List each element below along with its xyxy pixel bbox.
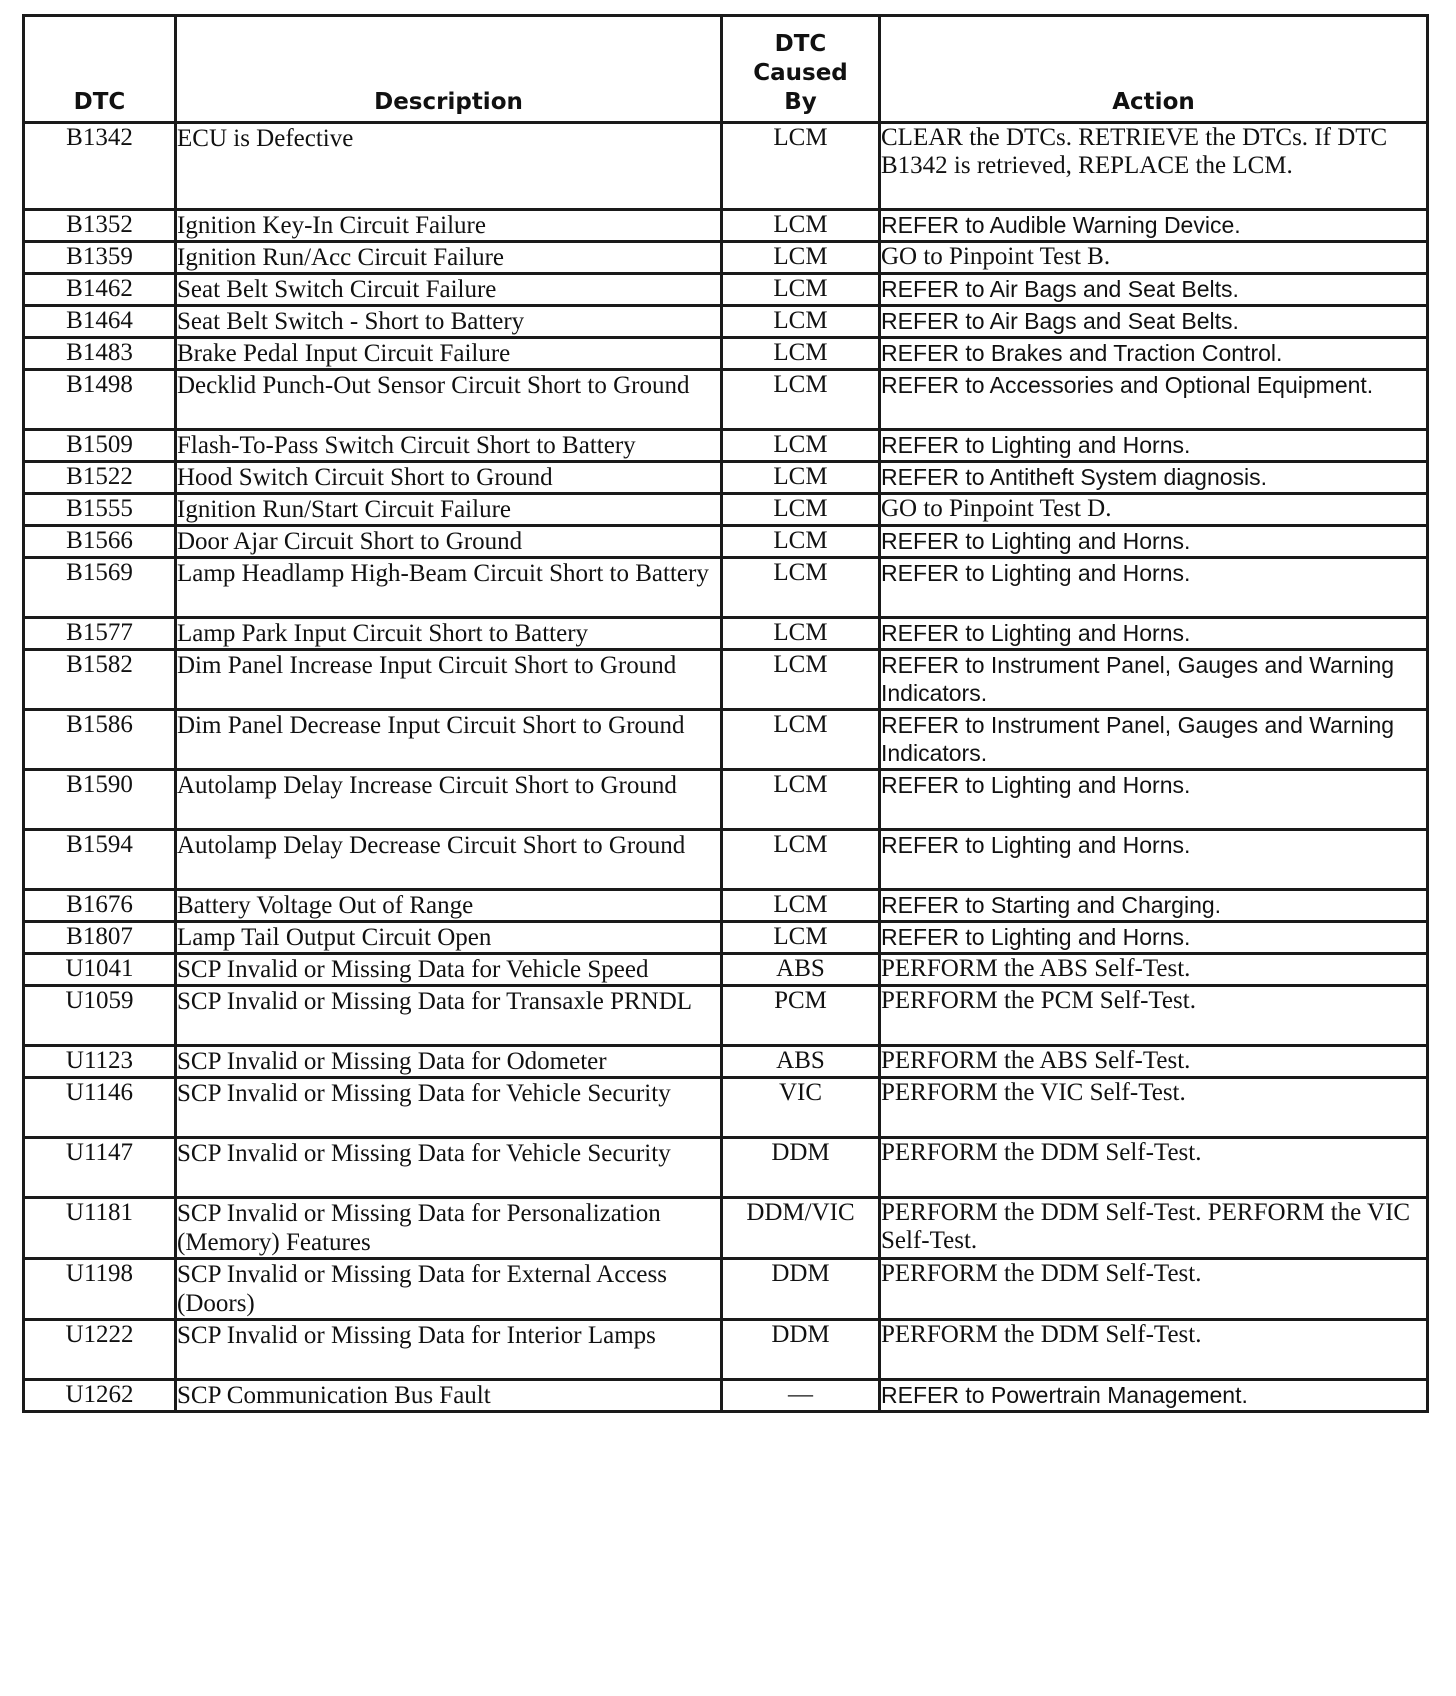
dtc-code: B1498 <box>24 370 176 430</box>
dtc-description: Lamp Tail Output Circuit Open <box>176 922 722 954</box>
dtc-description: Autolamp Delay Decrease Circuit Short to Ground <box>176 830 722 890</box>
dtc-caused-by: LCM <box>722 306 880 338</box>
header-dtc: DTC <box>24 16 176 123</box>
dtc-code: U1059 <box>24 986 176 1046</box>
table-row <box>24 1078 1428 1138</box>
dtc-code: B1359 <box>24 242 176 274</box>
dtc-code: U1146 <box>24 1078 176 1138</box>
table-row <box>24 526 1428 558</box>
dtc-description: Lamp Park Input Circuit Short to Battery <box>176 618 722 650</box>
table-row <box>24 210 1428 242</box>
dtc-caused-by: LCM <box>722 338 880 370</box>
dtc-description: Dim Panel Increase Input Circuit Short to Ground <box>176 650 722 710</box>
table-row <box>24 986 1428 1046</box>
dtc-code: B1522 <box>24 462 176 494</box>
dtc-code: B1352 <box>24 210 176 242</box>
dtc-action: CLEAR the DTCs. RETRIEVE the DTCs. If DTC B1342 is retrieved, REPLACE the LCM. <box>880 123 1428 210</box>
dtc-action: PERFORM the VIC Self-Test. <box>880 1078 1428 1138</box>
table-row <box>24 1259 1428 1320</box>
dtc-action: PERFORM the DDM Self-Test. <box>880 1138 1428 1198</box>
dtc-action: REFER to Lighting and Horns. <box>880 770 1428 830</box>
dtc-code: B1483 <box>24 338 176 370</box>
dtc-action: GO to Pinpoint Test D. <box>880 494 1428 526</box>
dtc-action: REFER to Lighting and Horns. <box>880 618 1428 650</box>
dtc-caused-by: LCM <box>722 922 880 954</box>
dtc-description: Ignition Key-In Circuit Failure <box>176 210 722 242</box>
dtc-action: REFER to Lighting and Horns. <box>880 922 1428 954</box>
dtc-action: REFER to Lighting and Horns. <box>880 526 1428 558</box>
table-row <box>24 710 1428 770</box>
table-row <box>24 462 1428 494</box>
table-row <box>24 650 1428 710</box>
dtc-code: B1590 <box>24 770 176 830</box>
dtc-caused-by: LCM <box>722 830 880 890</box>
dtc-action: REFER to Lighting and Horns. <box>880 830 1428 890</box>
dtc-caused-by: LCM <box>722 710 880 770</box>
dtc-caused-by: VIC <box>722 1078 880 1138</box>
dtc-description: Door Ajar Circuit Short to Ground <box>176 526 722 558</box>
dtc-action: PERFORM the ABS Self-Test. <box>880 1046 1428 1078</box>
dtc-caused-by: LCM <box>722 210 880 242</box>
dtc-action: REFER to Lighting and Horns. <box>880 430 1428 462</box>
table-row <box>24 890 1428 922</box>
dtc-action: REFER to Instrument Panel, Gauges and Warning Indicators. <box>880 650 1428 710</box>
dtc-description: Decklid Punch-Out Sensor Circuit Short to Ground <box>176 370 722 430</box>
dtc-caused-by: DDM <box>722 1259 880 1320</box>
dtc-description: Seat Belt Switch Circuit Failure <box>176 274 722 306</box>
dtc-table <box>22 14 1429 1413</box>
table-header-row <box>24 16 1428 123</box>
dtc-caused-by: LCM <box>722 618 880 650</box>
dtc-caused-by: PCM <box>722 986 880 1046</box>
dtc-description: Hood Switch Circuit Short to Ground <box>176 462 722 494</box>
dtc-action: REFER to Starting and Charging. <box>880 890 1428 922</box>
table-row <box>24 242 1428 274</box>
dtc-action: PERFORM the ABS Self-Test. <box>880 954 1428 986</box>
dtc-description: SCP Invalid or Missing Data for Odometer <box>176 1046 722 1078</box>
dtc-action: PERFORM the PCM Self-Test. <box>880 986 1428 1046</box>
dtc-description: Ignition Run/Acc Circuit Failure <box>176 242 722 274</box>
dtc-code: B1586 <box>24 710 176 770</box>
table-row <box>24 1046 1428 1078</box>
dtc-description: SCP Invalid or Missing Data for Interior Lamps <box>176 1320 722 1380</box>
dtc-action: REFER to Audible Warning Device. <box>880 210 1428 242</box>
dtc-action: REFER to Antitheft System diagnosis. <box>880 462 1428 494</box>
dtc-action: PERFORM the DDM Self-Test. <box>880 1320 1428 1380</box>
dtc-action: PERFORM the DDM Self-Test. PERFORM the VIC Self-Test. <box>880 1198 1428 1259</box>
dtc-description: SCP Invalid or Missing Data for Vehicle Security <box>176 1078 722 1138</box>
dtc-description: Dim Panel Decrease Input Circuit Short to Ground <box>176 710 722 770</box>
dtc-action: REFER to Instrument Panel, Gauges and Warning Indicators. <box>880 710 1428 770</box>
dtc-caused-by: LCM <box>722 242 880 274</box>
table-row <box>24 123 1428 210</box>
dtc-description: Lamp Headlamp High-Beam Circuit Short to Battery <box>176 558 722 618</box>
dtc-caused-by: LCM <box>722 274 880 306</box>
dtc-code: U1147 <box>24 1138 176 1198</box>
table-row <box>24 1198 1428 1259</box>
dtc-code: B1566 <box>24 526 176 558</box>
table-row <box>24 770 1428 830</box>
dtc-caused-by: DDM/VIC <box>722 1198 880 1259</box>
table-row <box>24 1380 1428 1412</box>
dtc-caused-by: LCM <box>722 526 880 558</box>
dtc-description: SCP Invalid or Missing Data for External Access (Doors) <box>176 1259 722 1320</box>
dtc-caused-by: LCM <box>722 494 880 526</box>
dtc-code: B1464 <box>24 306 176 338</box>
header-caused-by <box>722 16 880 123</box>
dtc-action: REFER to Accessories and Optional Equipment. <box>880 370 1428 430</box>
dtc-caused-by: LCM <box>722 123 880 210</box>
dtc-code: U1262 <box>24 1380 176 1412</box>
table-row <box>24 1138 1428 1198</box>
table-row <box>24 558 1428 618</box>
dtc-action: PERFORM the DDM Self-Test. <box>880 1259 1428 1320</box>
dtc-code: B1594 <box>24 830 176 890</box>
dtc-code: U1222 <box>24 1320 176 1380</box>
dtc-caused-by: DDM <box>722 1138 880 1198</box>
dtc-description: Brake Pedal Input Circuit Failure <box>176 338 722 370</box>
table-row <box>24 922 1428 954</box>
dtc-caused-by: — <box>722 1380 880 1412</box>
dtc-description: ECU is Defective <box>176 123 722 210</box>
dtc-code: U1198 <box>24 1259 176 1320</box>
dtc-description: Battery Voltage Out of Range <box>176 890 722 922</box>
dtc-code: B1462 <box>24 274 176 306</box>
header-caused-by-line3: By <box>784 89 817 115</box>
dtc-description: Ignition Run/Start Circuit Failure <box>176 494 722 526</box>
header-caused-by-line1: DTC <box>774 31 827 57</box>
dtc-code: U1041 <box>24 954 176 986</box>
dtc-action: REFER to Air Bags and Seat Belts. <box>880 306 1428 338</box>
dtc-description: SCP Invalid or Missing Data for Vehicle Speed <box>176 954 722 986</box>
dtc-action: REFER to Air Bags and Seat Belts. <box>880 274 1428 306</box>
dtc-caused-by: LCM <box>722 430 880 462</box>
table-row <box>24 830 1428 890</box>
dtc-action: REFER to Brakes and Traction Control. <box>880 338 1428 370</box>
table-row <box>24 306 1428 338</box>
dtc-code: B1577 <box>24 618 176 650</box>
header-description: Description <box>176 16 722 123</box>
header-action: Action <box>880 16 1428 123</box>
dtc-caused-by: LCM <box>722 650 880 710</box>
table-row <box>24 494 1428 526</box>
dtc-description: Seat Belt Switch - Short to Battery <box>176 306 722 338</box>
dtc-code: B1569 <box>24 558 176 618</box>
table-row <box>24 370 1428 430</box>
dtc-caused-by: LCM <box>722 370 880 430</box>
header-caused-by-line2: Caused <box>753 60 848 86</box>
dtc-caused-by: LCM <box>722 890 880 922</box>
dtc-code: B1509 <box>24 430 176 462</box>
dtc-caused-by: LCM <box>722 558 880 618</box>
table-row <box>24 338 1428 370</box>
dtc-action: GO to Pinpoint Test B. <box>880 242 1428 274</box>
dtc-description: SCP Communication Bus Fault <box>176 1380 722 1412</box>
dtc-action: REFER to Powertrain Management. <box>880 1380 1428 1412</box>
table-row <box>24 954 1428 986</box>
dtc-description: SCP Invalid or Missing Data for Personalization (Memory) Features <box>176 1198 722 1259</box>
table-row <box>24 274 1428 306</box>
dtc-code: B1807 <box>24 922 176 954</box>
dtc-code: B1342 <box>24 123 176 210</box>
dtc-description: Flash-To-Pass Switch Circuit Short to Battery <box>176 430 722 462</box>
dtc-description: SCP Invalid or Missing Data for Transaxle PRNDL <box>176 986 722 1046</box>
dtc-code: B1582 <box>24 650 176 710</box>
dtc-description: Autolamp Delay Increase Circuit Short to Ground <box>176 770 722 830</box>
dtc-caused-by: ABS <box>722 954 880 986</box>
table-row <box>24 618 1428 650</box>
dtc-document <box>22 14 1426 1413</box>
dtc-code: U1181 <box>24 1198 176 1259</box>
dtc-code: U1123 <box>24 1046 176 1078</box>
dtc-code: B1676 <box>24 890 176 922</box>
dtc-code: B1555 <box>24 494 176 526</box>
table-row <box>24 1320 1428 1380</box>
dtc-description: SCP Invalid or Missing Data for Vehicle Security <box>176 1138 722 1198</box>
dtc-caused-by: LCM <box>722 462 880 494</box>
dtc-caused-by: DDM <box>722 1320 880 1380</box>
dtc-action: REFER to Lighting and Horns. <box>880 558 1428 618</box>
dtc-caused-by: LCM <box>722 770 880 830</box>
table-row <box>24 430 1428 462</box>
dtc-caused-by: ABS <box>722 1046 880 1078</box>
